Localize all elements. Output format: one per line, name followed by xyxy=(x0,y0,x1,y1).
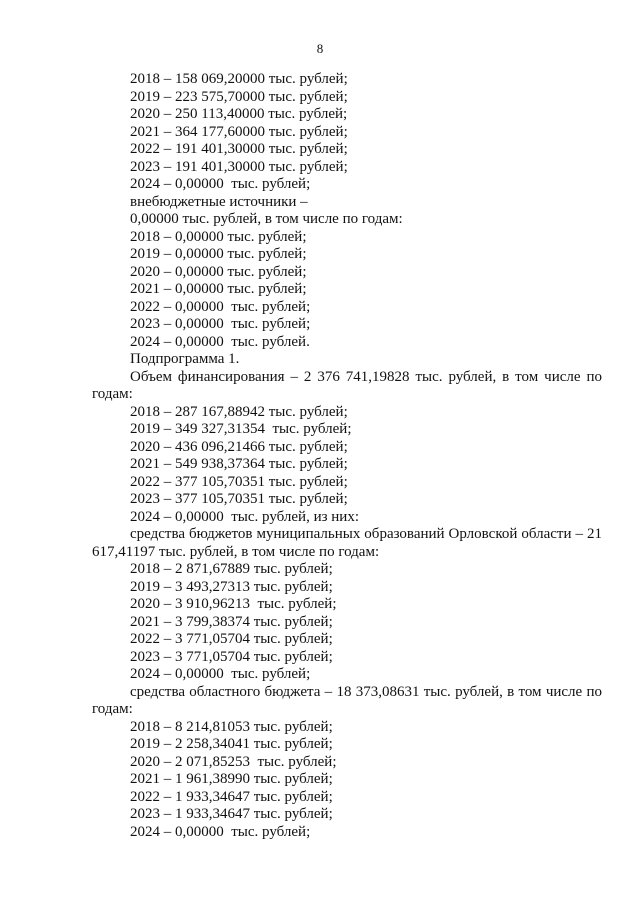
text-line: 2024 – 0,00000 тыс. рублей; xyxy=(130,176,311,192)
text-line: 2022 – 377 105,70351 тыс. рублей; xyxy=(130,473,348,490)
text-line: 2018 – 0,00000 тыс. рублей; xyxy=(130,228,307,245)
text-line: 2021 – 0,00000 тыс. рублей; xyxy=(130,281,307,297)
text-line: 2023 – 1 933,34647 тыс. рублей; xyxy=(130,806,333,822)
text-line: 2023 – 0,00000 тыс. рублей; xyxy=(130,316,311,332)
text-line: 2018 – 158 069,20000 тыс. рублей; xyxy=(130,71,348,87)
text-line: 2023 – 191 401,30000 тыс. рублей; xyxy=(130,158,348,175)
text-line: 2022 – 1 933,34647 тыс. рублей; xyxy=(130,788,333,805)
text-line: 2021 – 549 938,37364 тыс. рублей; xyxy=(130,456,348,472)
text-line: 2018 – 2 871,67889 тыс. рублей; xyxy=(130,561,333,577)
text-line: внебюджетные источники – xyxy=(130,193,308,210)
subprogram-heading: Подпрограмма 1. xyxy=(130,351,240,367)
text-line: 2020 – 3 910,96213 тыс. рублей; xyxy=(130,596,337,612)
text-line: 2020 – 436 096,21466 тыс. рублей; xyxy=(130,438,348,455)
text-line: 2019 – 3 493,27313 тыс. рублей; xyxy=(130,578,333,595)
text-line: 2023 – 377 105,70351 тыс. рублей; xyxy=(130,491,348,507)
text-line: 2024 – 0,00000 тыс. рублей; xyxy=(130,823,311,840)
text-line: 2020 – 0,00000 тыс. рублей; xyxy=(130,263,307,280)
text-line: 2022 – 191 401,30000 тыс. рублей; xyxy=(130,141,348,157)
funding-list-block-4 xyxy=(92,719,602,842)
document-body xyxy=(92,71,602,841)
financing-volume-paragraph: Объем финансирования – 2 376 741,19828 тыс. рублей, в том числе по годам: xyxy=(92,368,602,402)
regional-budget-paragraph: средства областного бюджета – 18 373,08631 тыс. рублей, в том числе по годам: xyxy=(92,683,602,717)
funding-list-block-3 xyxy=(92,561,602,684)
text-line: 2024 – 0,00000 тыс. рублей; xyxy=(130,666,311,682)
text-line: 2022 – 0,00000 тыс. рублей; xyxy=(130,298,311,315)
text-line: 2018 – 287 167,88942 тыс. рублей; xyxy=(130,403,348,420)
text-line: 2024 – 0,00000 тыс. рублей. xyxy=(130,333,310,350)
text-line: 2019 – 2 258,34041 тыс. рублей; xyxy=(130,736,333,752)
text-line: 2020 – 250 113,40000 тыс. рублей; xyxy=(130,106,348,122)
text-line: 2019 – 223 575,70000 тыс. рублей; xyxy=(130,88,348,105)
text-line: 2021 – 1 961,38990 тыс. рублей; xyxy=(130,771,333,787)
text-line: 2021 – 364 177,60000 тыс. рублей; xyxy=(130,123,348,140)
text-line: 0,00000 тыс. рублей, в том числе по годам: xyxy=(130,211,403,227)
text-line: 2024 – 0,00000 тыс. рублей, из них: xyxy=(130,508,359,525)
text-line: 2018 – 8 214,81053 тыс. рублей; xyxy=(130,718,333,735)
funding-list-block-2 xyxy=(92,404,602,527)
text-line: 2022 – 3 771,05704 тыс. рублей; xyxy=(130,631,333,647)
text-line: 2019 – 0,00000 тыс. рублей; xyxy=(130,246,307,262)
text-line: 2019 – 349 327,31354 тыс. рублей; xyxy=(130,421,352,437)
funding-list-block-1 xyxy=(92,71,602,369)
text-line: 2020 – 2 071,85253 тыс. рублей; xyxy=(130,753,337,770)
municipal-budget-paragraph: средства бюджетов муниципальных образований Орловской области – 21 617,41197 тыс. рублей, в том числе по годам: xyxy=(92,526,602,560)
text-line: 2023 – 3 771,05704 тыс. рублей; xyxy=(130,648,333,665)
text-line: 2021 – 3 799,38374 тыс. рублей; xyxy=(130,613,333,630)
page-number: 8 xyxy=(316,41,324,56)
